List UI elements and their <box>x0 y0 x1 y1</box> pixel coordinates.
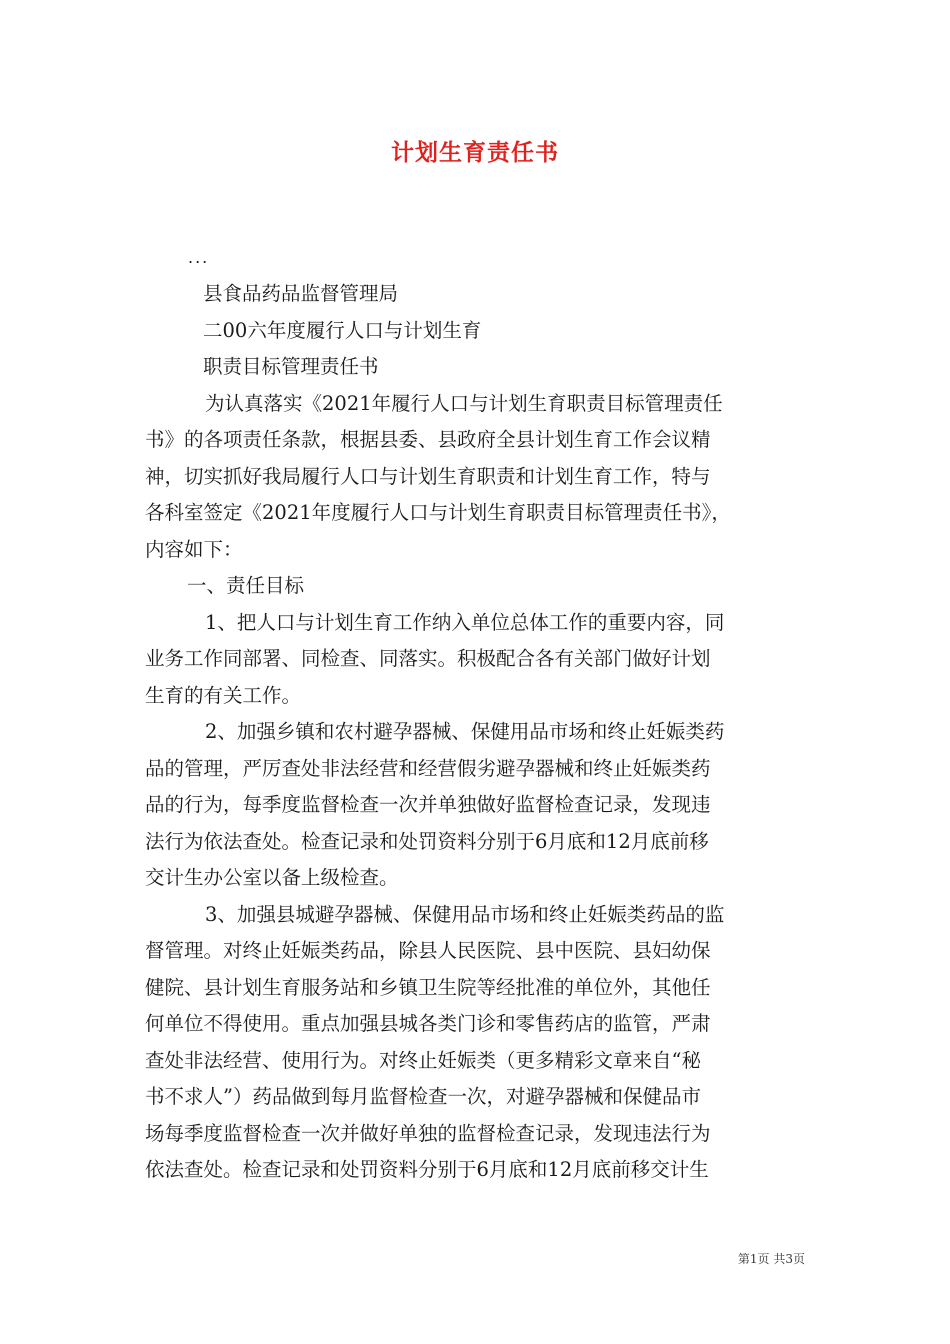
item-1-paragraph <box>145 605 807 715</box>
item-line: 3、加强县城避孕器械、保健用品市场和终止妊娠类药品的监 <box>205 902 725 926</box>
item-line: 法行为依法查处。检查记录和处罚资料分别于6月底和12月底前移 <box>145 829 709 853</box>
item-line: 健院、县计划生育服务站和乡镇卫生院等经批准的单位外，其他任 <box>145 975 711 999</box>
intro-paragraph <box>145 386 807 569</box>
item-line: 业务工作同部署、同检查、同落实。积极配合各有关部门做好计划 <box>145 647 711 670</box>
header-line-3: 职责目标管理责任书 <box>203 355 379 378</box>
item-2-paragraph <box>145 714 807 897</box>
header-line-2: 二00六年度履行人口与计划生育 <box>203 318 482 342</box>
item-line: 1、把人口与计划生育工作纳入单位总体工作的重要内容，同 <box>205 610 725 634</box>
intro-line: 书》的各项责任条款，根据县委、县政府全县计划生育工作会议精 <box>145 428 711 451</box>
header-line-1: 县食品药品监督管理局 <box>203 282 399 305</box>
item-line: 场每季度监督检查一次并做好单独的监督检查记录，发现违法行为 <box>145 1121 711 1145</box>
item-line: 品的管理，严厉查处非法经营和经营假劣避孕器械和终止妊娠类药 <box>145 756 711 780</box>
ellipsis: ... <box>188 248 210 267</box>
section-heading: 一、责任目标 <box>187 574 305 597</box>
item-line: 何单位不得使用。重点加强县城各类门诊和零售药店的监管，严肃 <box>145 1012 711 1035</box>
item-line: 生育的有关工作。 <box>145 683 302 707</box>
document-title: 计划生育责任书 <box>391 139 559 166</box>
item-line: 交计生办公室以备上级检查。 <box>145 866 399 889</box>
item-line: 2、加强乡镇和农村避孕器械、保健用品市场和终止妊娠类药 <box>205 720 725 743</box>
page-number: 第1页 共3页 <box>737 1252 805 1266</box>
intro-line: 神，切实抓好我局履行人口与计划生育职责和计划生育工作，特与 <box>145 464 711 488</box>
intro-line: 内容如下： <box>145 537 243 561</box>
item-line: 依法查处。检查记录和处罚资料分别于6月底和12月底前移交计生 <box>145 1158 709 1181</box>
item-line: 品的行为，每季度监督检查一次并单独做好监督检查记录，发现违 <box>145 793 711 816</box>
intro-line: 各科室签定《2021年度履行人口与计划生育职责目标管理责任书》， <box>145 501 731 524</box>
item-line: 查处非法经营、使用行为。对终止妊娠类（更多精彩文章来自“秘 <box>145 1048 701 1072</box>
item-line: 督管理。对终止妊娠类药品，除县人民医院、县中医院、县妇幼保 <box>145 939 711 962</box>
item-line: 书不求人”）药品做到每月监督检查一次，对避孕器械和保健品市 <box>145 1085 701 1108</box>
intro-line: 为认真落实《2021年履行人口与计划生育职责目标管理责任 <box>205 391 723 415</box>
document-body <box>145 240 807 1189</box>
item-3-paragraph <box>145 897 807 1189</box>
